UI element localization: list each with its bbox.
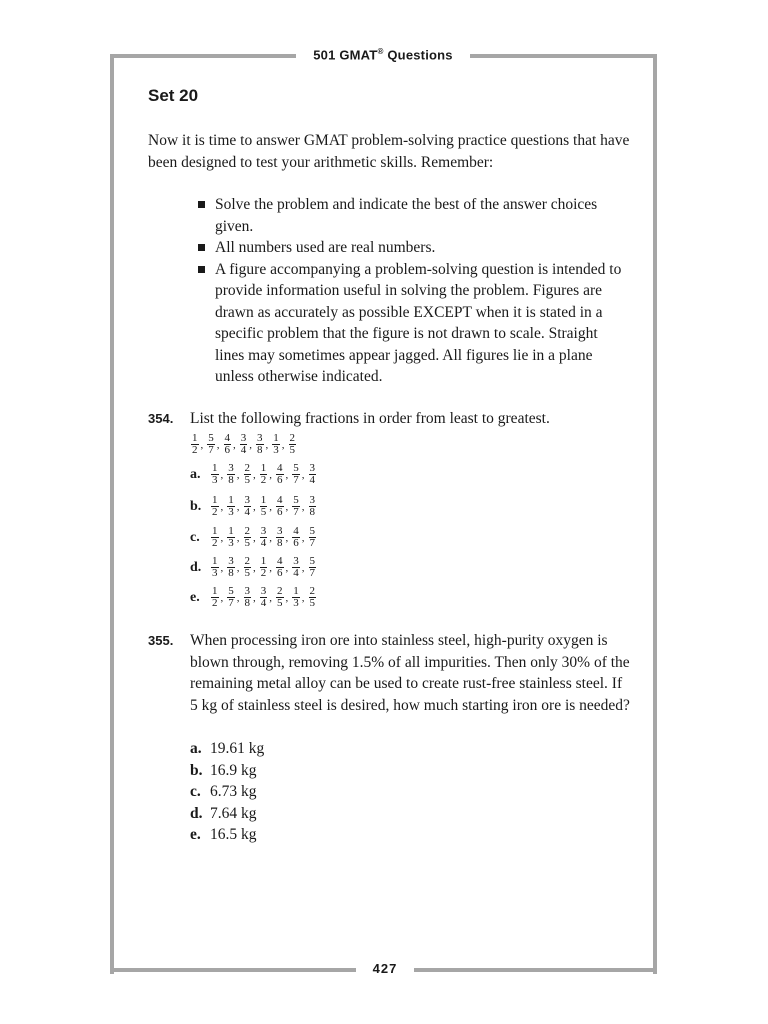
fraction (227, 463, 235, 486)
bullet-square-icon (198, 266, 205, 273)
denominator: 4 (260, 597, 267, 609)
numerator: 3 (228, 555, 234, 567)
fraction (309, 495, 317, 518)
fraction (244, 463, 252, 486)
fraction-separator: , (301, 561, 305, 574)
answer-choice-c[interactable] (190, 526, 317, 549)
numerator: 5 (208, 432, 214, 444)
denominator: 6 (277, 567, 283, 579)
fraction (276, 495, 284, 518)
numerator: 1 (260, 462, 267, 474)
numerator: 1 (260, 555, 267, 567)
fraction (227, 586, 235, 609)
answer-text: 6.73 kg (210, 783, 257, 800)
fraction-separator: , (301, 500, 305, 513)
numerator: 2 (309, 585, 315, 597)
answer-choice-e[interactable] (190, 586, 317, 609)
answer-letter: a. (190, 740, 202, 757)
denominator: 6 (224, 444, 230, 456)
fraction (211, 463, 219, 486)
denominator: 3 (212, 567, 218, 579)
fraction-separator: , (220, 561, 224, 574)
numerator: 2 (244, 555, 250, 567)
fraction-separator: , (269, 500, 272, 513)
denominator: 4 (309, 474, 315, 486)
header-title-suffix: Questions (383, 47, 453, 63)
fraction (276, 463, 284, 486)
denominator: 8 (244, 597, 250, 609)
numerator: 3 (244, 494, 250, 506)
answer-choice-d[interactable] (190, 556, 317, 579)
fraction-separator: , (236, 468, 240, 481)
fraction-separator: , (301, 468, 305, 481)
question-number: 355. (148, 633, 174, 648)
fraction-separator: , (253, 561, 256, 574)
denominator: 3 (228, 537, 234, 549)
denominator: 6 (277, 474, 283, 486)
numerator: 2 (244, 462, 250, 474)
numerator: 4 (293, 525, 299, 537)
fraction-separator: , (249, 438, 252, 451)
fraction-separator: , (269, 591, 272, 604)
numerator: 2 (277, 585, 283, 597)
fraction (244, 495, 252, 518)
answer-choice-a[interactable] (190, 463, 317, 486)
denominator: 2 (212, 537, 218, 549)
numerator: 1 (212, 494, 218, 506)
intro-paragraph: Now it is time to answer GMAT problem-solving practice questions that have been designed to test your arithmetic skills. Remember: (148, 132, 630, 171)
page-frame-top-right (470, 54, 657, 58)
denominator: 2 (212, 506, 218, 518)
denominator: 4 (244, 506, 250, 518)
numerator: 1 (212, 525, 218, 537)
instruction-item (196, 194, 626, 237)
denominator: 8 (228, 567, 234, 579)
denominator: 5 (289, 444, 295, 456)
fraction (260, 556, 268, 579)
answer-text: 16.5 kg (210, 826, 257, 843)
answer-letter: c. (190, 783, 201, 800)
fraction-separator: , (200, 438, 204, 451)
numerator: 5 (309, 525, 315, 537)
numerator: 3 (309, 462, 315, 474)
fraction-separator: , (301, 531, 305, 544)
page-frame-left (110, 54, 114, 974)
denominator: 4 (293, 567, 299, 579)
fraction (224, 433, 232, 456)
question-text: When processing iron ore into stainless steel, high-purity oxygen is blown through, removing 1.5% of all impurities. Then only 30% of the remaining metal alloy can be used to create rust-free stainless steel. If 5 kg of stainless steel is desired, how much starting iron ore is needed? (190, 632, 630, 714)
fraction-separator: , (301, 591, 305, 604)
instruction-item (196, 259, 626, 388)
fraction (292, 556, 300, 579)
fraction (207, 433, 215, 456)
denominator: 8 (228, 474, 234, 486)
answer-letter: a. (190, 466, 201, 482)
fraction-separator: , (269, 468, 272, 481)
answer-letter: e. (190, 589, 200, 605)
fraction-separator: , (285, 468, 289, 481)
denominator: 6 (293, 537, 299, 549)
denominator: 2 (212, 597, 218, 609)
page-frame-right (653, 54, 657, 974)
fraction (276, 586, 284, 609)
fraction-separator: , (220, 500, 224, 513)
instruction-text: A figure accompanying a problem-solving question is intended to provide information useful in solving the problem. Figures are drawn as accurately as possible EXCEPT when it is stated in a specific problem that the figure is not drawn to scale. Straight lines may sometimes appear jagged. All figures lie in a plane unless otherwise indicated. (215, 260, 622, 385)
answer-text: 19.61 kg (210, 740, 265, 757)
denominator: 6 (277, 506, 283, 518)
page-number: 427 (372, 961, 398, 976)
fraction-separator: , (253, 500, 256, 513)
numerator: 4 (277, 494, 283, 506)
fraction (292, 586, 300, 609)
denominator: 5 (244, 537, 250, 549)
fraction (292, 463, 300, 486)
denominator: 7 (309, 567, 315, 579)
page-frame-top-left (110, 54, 296, 58)
answer-letter: b. (190, 761, 203, 779)
fraction (244, 586, 252, 609)
header-title-text: 501 GMAT (313, 47, 378, 63)
answer-letter: c. (190, 529, 200, 545)
denominator: 5 (244, 567, 250, 579)
denominator: 7 (208, 444, 214, 456)
fraction-separator: , (285, 531, 289, 544)
fraction (292, 495, 300, 518)
fraction-separator: , (285, 561, 289, 574)
fraction (244, 556, 252, 579)
fraction (244, 526, 252, 549)
fraction-separator: , (253, 591, 256, 604)
fraction (227, 495, 235, 518)
denominator: 3 (212, 474, 218, 486)
numerator: 3 (257, 432, 263, 444)
fraction (211, 495, 219, 518)
numerator: 4 (224, 432, 230, 444)
denominator: 8 (309, 506, 315, 518)
denominator: 5 (277, 597, 283, 609)
answer-letter: d. (190, 804, 203, 822)
denominator: 3 (273, 444, 279, 456)
fraction (191, 433, 199, 456)
numerator: 2 (289, 432, 295, 444)
denominator: 5 (244, 474, 250, 486)
fraction-separator: , (269, 531, 272, 544)
numerator: 1 (212, 462, 218, 474)
denominator: 2 (192, 444, 198, 456)
denominator: 8 (257, 444, 263, 456)
fraction (260, 526, 268, 549)
fraction (309, 463, 317, 486)
numerator: 3 (260, 525, 267, 537)
numerator: 3 (293, 555, 299, 567)
answer-text: 7.64 kg (210, 804, 257, 822)
instruction-text: All numbers used are real numbers. (215, 239, 436, 256)
answer-choice-d[interactable] (190, 803, 264, 825)
fraction (276, 526, 284, 549)
answer-list (190, 738, 264, 846)
denominator: 3 (228, 506, 234, 518)
numerator: 1 (212, 585, 218, 597)
numerator: 1 (273, 432, 279, 444)
numerator: 2 (244, 525, 250, 537)
fraction-separator: , (236, 500, 240, 513)
numerator: 3 (228, 462, 234, 474)
answer-choice-e[interactable] (190, 824, 264, 846)
answer-choice-a[interactable] (190, 738, 264, 760)
numerator: 5 (293, 462, 299, 474)
fraction (276, 556, 284, 579)
fraction-separator: , (220, 591, 224, 604)
numerator: 3 (244, 585, 250, 597)
denominator: 2 (260, 474, 267, 486)
fraction (256, 433, 264, 456)
numerator: 1 (260, 494, 267, 506)
fraction-separator: , (281, 438, 285, 451)
numerator: 5 (293, 494, 299, 506)
set-title: Set 20 (148, 86, 199, 105)
denominator: 7 (293, 506, 299, 518)
fraction-separator: , (216, 438, 220, 451)
fraction-separator: , (220, 468, 224, 481)
bullet-square-icon (198, 244, 205, 251)
fraction (211, 586, 219, 609)
numerator: 4 (277, 462, 283, 474)
fraction-separator: , (236, 561, 240, 574)
answer-letter: b. (190, 498, 202, 514)
fraction-separator: , (253, 468, 256, 481)
fraction-separator: , (253, 531, 256, 544)
numerator: 5 (228, 585, 234, 597)
fraction (289, 433, 297, 456)
answer-text: 16.9 kg (210, 761, 257, 779)
denominator: 5 (309, 597, 315, 609)
fraction-separator: , (220, 531, 224, 544)
instruction-text: Solve the problem and indicate the best of the answer choices given. (215, 196, 598, 235)
fraction (309, 586, 317, 609)
fraction (227, 526, 235, 549)
numerator: 3 (277, 525, 283, 537)
numerator: 5 (309, 555, 315, 567)
denominator: 7 (293, 474, 299, 486)
fraction (260, 495, 268, 518)
page-frame-bottom-right (414, 968, 657, 972)
numerator: 1 (228, 494, 234, 506)
numerator: 3 (240, 432, 247, 444)
denominator: 5 (260, 506, 267, 518)
fraction (240, 433, 248, 456)
fraction (309, 526, 317, 549)
instructions-list (196, 194, 626, 388)
fraction-separator: , (236, 591, 240, 604)
denominator: 8 (277, 537, 283, 549)
denominator: 7 (228, 597, 234, 609)
numerator: 1 (228, 525, 234, 537)
fraction-separator: , (233, 438, 236, 451)
fraction-separator: , (285, 500, 289, 513)
numerator: 1 (212, 555, 218, 567)
running-header (296, 47, 470, 62)
given-fractions (190, 433, 297, 456)
numerator: 1 (293, 585, 299, 597)
denominator: 3 (293, 597, 299, 609)
registered-mark: ® (377, 47, 384, 56)
fraction (211, 556, 219, 579)
page-frame-bottom-left (110, 968, 356, 972)
fraction (309, 556, 317, 579)
fraction-separator: , (285, 591, 289, 604)
answer-choice-c[interactable] (190, 781, 264, 803)
numerator: 4 (277, 555, 283, 567)
question-text: List the following fractions in order from least to greatest. (190, 410, 550, 427)
denominator: 7 (309, 537, 315, 549)
question-number: 354. (148, 411, 174, 426)
fraction (260, 586, 268, 609)
fraction (292, 526, 300, 549)
denominator: 4 (240, 444, 247, 456)
answer-letter: d. (190, 559, 202, 575)
fraction (260, 463, 268, 486)
fraction (272, 433, 280, 456)
numerator: 1 (192, 432, 198, 444)
numerator: 3 (260, 585, 267, 597)
denominator: 2 (260, 567, 267, 579)
answer-letter: e. (190, 826, 201, 843)
fraction (227, 556, 235, 579)
bullet-square-icon (198, 201, 205, 208)
instruction-item (196, 237, 626, 259)
fraction-separator: , (269, 561, 272, 574)
fraction-separator: , (236, 531, 240, 544)
denominator: 4 (260, 537, 267, 549)
numerator: 3 (309, 494, 315, 506)
answer-choice-b[interactable] (190, 760, 264, 782)
answer-choice-b[interactable] (190, 495, 317, 518)
fraction (211, 526, 219, 549)
fraction-separator: , (265, 438, 269, 451)
